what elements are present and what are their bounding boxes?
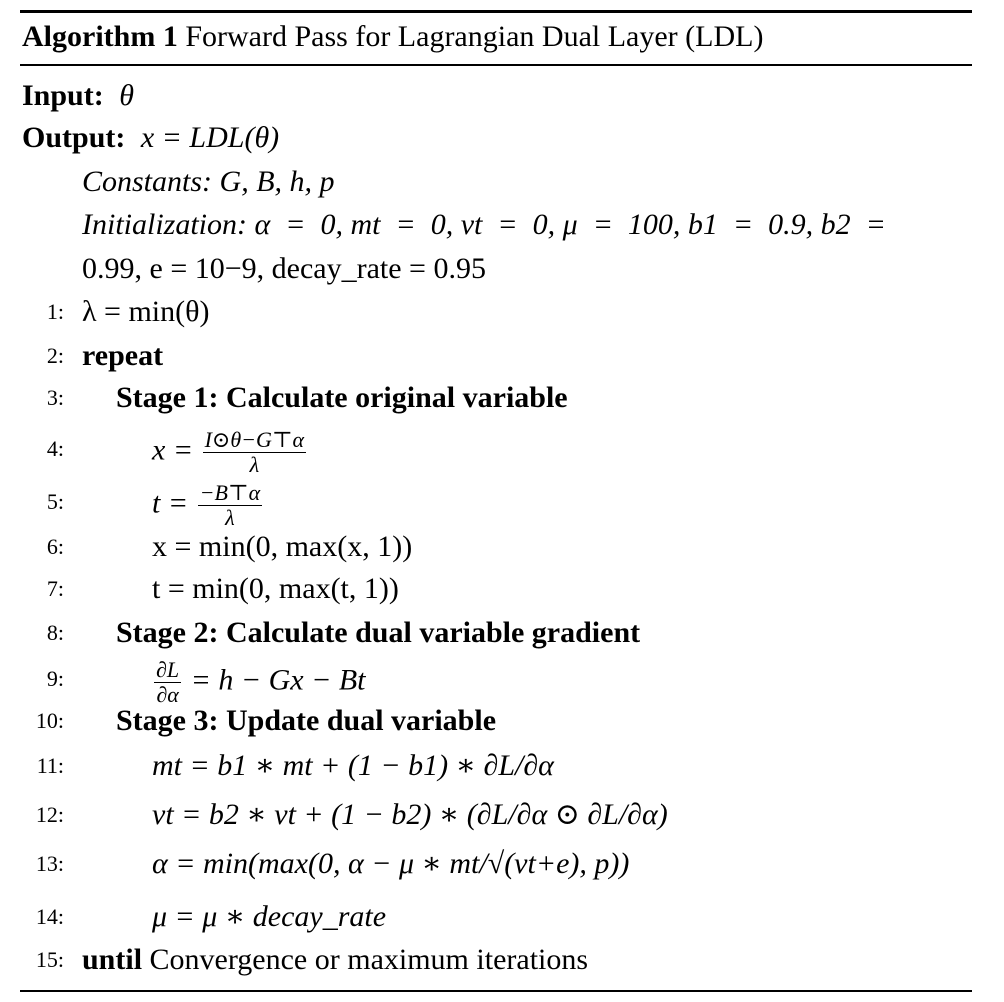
line-number: 15: — [35, 947, 64, 972]
output-label: Output: — [22, 121, 126, 154]
initialization-label: Initialization: — [82, 208, 247, 241]
fraction-numerator: −B⊤α — [199, 480, 261, 505]
fraction-numerator: ∂L — [156, 657, 180, 682]
step-text: λ = min(θ) — [82, 295, 210, 328]
step-text: α = min(max(0, α − μ ∗ mt/√(vt+e), p)) — [152, 847, 630, 880]
until-keyword: until — [82, 943, 143, 976]
stage-1-heading: Stage 1: Calculate original variable — [116, 381, 568, 414]
initialization-values-1: α = 0, mt = 0, vt = 0, μ = 100, b1 = 0.9, b2 = — [254, 208, 886, 241]
constants-value: G, B, h, p — [219, 165, 335, 198]
output-value: x = LDL(θ) — [140, 121, 280, 154]
repeat-keyword: repeat — [82, 339, 164, 372]
step-lhs: t = — [152, 486, 189, 520]
step-text: mt = b1 ∗ mt + (1 − b1) ∗ ∂L/∂α — [152, 749, 554, 782]
bottom-rule — [20, 990, 972, 992]
input-label: Input: — [22, 79, 104, 112]
line-number: 12: — [35, 802, 64, 827]
line-number: 9: — [46, 666, 64, 691]
line-number: 10: — [35, 708, 64, 733]
caption-rule — [20, 64, 972, 66]
top-rule — [20, 10, 972, 13]
algorithm-title: Forward Pass for Lagrangian Dual Layer (LDL) — [185, 20, 764, 53]
step-text: x = min(0, max(x, 1)) — [152, 530, 413, 563]
fraction-denominator: λ — [249, 452, 260, 477]
line-number: 4: — [46, 436, 64, 461]
step-text: vt = b2 ∗ vt + (1 − b2) ∗ (∂L/∂α ⊙ ∂L/∂α) — [152, 798, 668, 831]
until-condition: Convergence or maximum iterations — [149, 943, 589, 976]
line-number: 3: — [46, 385, 64, 410]
fraction-denominator: λ — [225, 505, 235, 530]
line-number: 5: — [46, 489, 64, 514]
fraction — [154, 659, 181, 706]
line-number: 6: — [46, 534, 64, 559]
fraction — [198, 482, 263, 529]
algorithm-label: Algorithm 1 — [22, 20, 178, 53]
stage-3-heading: Stage 3: Update dual variable — [116, 704, 497, 737]
line-number: 14: — [35, 904, 64, 929]
line-number: 11: — [36, 753, 64, 778]
line-number: 8: — [46, 620, 64, 645]
step-rhs: = h − Gx − Bt — [190, 663, 366, 697]
step-lhs: x = — [152, 433, 194, 467]
line-number: 2: — [46, 343, 64, 368]
step-text: μ = μ ∗ decay_rate — [152, 900, 387, 933]
input-value: θ — [119, 79, 134, 112]
fraction-numerator: I⊙θ−G⊤α — [204, 427, 305, 452]
step-text: t = min(0, max(t, 1)) — [152, 572, 399, 605]
line-number: 13: — [35, 851, 64, 876]
constants-label: Constants: — [82, 165, 213, 198]
fraction — [203, 429, 307, 476]
initialization-values-2: 0.99, e = 10−9, decay_rate = 0.95 — [82, 252, 486, 285]
line-number: 7: — [46, 576, 64, 601]
fraction-denominator: ∂α — [156, 682, 179, 707]
stage-2-heading: Stage 2: Calculate dual variable gradient — [116, 616, 641, 649]
line-number: 1: — [46, 299, 64, 324]
